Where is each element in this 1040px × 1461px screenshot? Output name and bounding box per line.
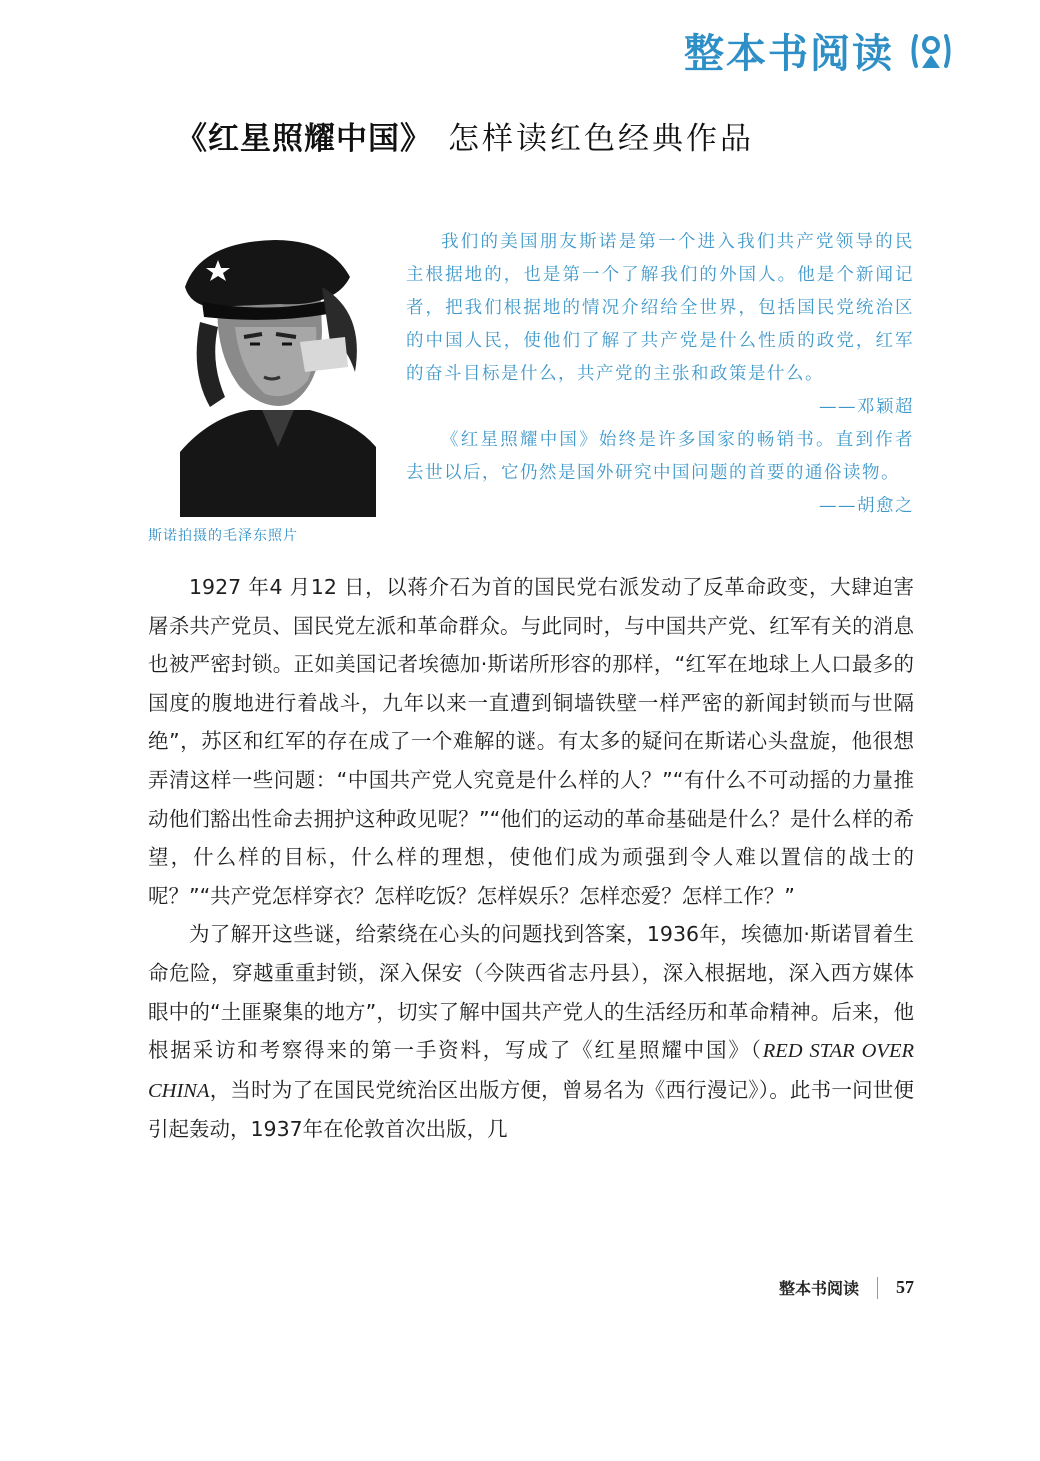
body-text-segment: 为了解开这些谜，给萦绕在心头的问题找到答案，1936年，埃德加·斯诺冒着生命危险，穿越重重封锁，深入保安（今陕西省志丹县），深入根据地，深入西方媒体眼中的“土匪聚集的地方”，切实了解中国共产党人的生活经历和革命精神。后来，他根据采访和考察得来的第一手资料，写成了《红星照耀中国》（ — [148, 922, 914, 1063]
reading-person-icon — [908, 28, 954, 74]
brand-label: 整本书阅读 — [684, 31, 894, 77]
book-title: 《红星照耀中国》 — [176, 121, 432, 157]
body-text-segment: ，当时为了在国民党统治区出版方便，曾易名为《西行漫记》）。此书一问世便引起轰动，1937年在伦敦首次出版，几 — [148, 1077, 914, 1142]
page-title — [176, 113, 754, 158]
photo-caption: 斯诺拍摄的毛泽东照片 — [148, 528, 298, 544]
quote-text: 《红星照耀中国》始终是许多国家的畅销书。直到作者去世以后，它仍然是国外研究中国问题的首要的通俗读物。 — [406, 430, 914, 483]
body-paragraph — [148, 915, 914, 1149]
quote-attribution: ——胡愈之 — [819, 496, 914, 516]
page-number: 57 — [896, 1277, 914, 1297]
portrait-photo — [180, 232, 376, 517]
quote-block — [406, 226, 914, 523]
footer-divider — [877, 1277, 878, 1299]
english-book-title: RED STAR OVER CHINA — [148, 1040, 914, 1102]
footer-label: 整本书阅读 — [778, 1279, 859, 1298]
page-subtitle: 怎样读红色经典作品 — [448, 121, 754, 157]
quote-text: 我们的美国朋友斯诺是第一个进入我们共产党领导的民主根据地的，也是第一个了解我们的外国人。他是个新闻记者，把我们根据地的情况介绍给全世界，包括国民党统治区的中国人民，使他们了解了共产党是什么性质的政党，红军的奋斗目标是什么，共产党的主张和政策是什么。 — [406, 232, 914, 384]
quote-attribution: ——邓颖超 — [819, 397, 914, 417]
page-footer — [779, 1276, 914, 1299]
body-paragraph: 1927 年4 月12 日，以蒋介石为首的国民党右派发动了反革命政变，大肆迫害屠杀共产党员、国民党左派和革命群众。与此同时，与中国共产党、红军有关的消息也被严密封锁。正如美国记者埃德加·斯诺所形容的那样，“红军在地球上人口最多的国度的腹地进行着战斗，九年以来一直遭到铜墙铁壁一样严密的新闻封锁而与世隔绝”，苏区和红军的存在成了一个难解的谜。有太多的疑问在斯诺心头盘旋，他很想弄清这样一些问题：“中国共产党人究竟是什么样的人？”“有什么不可动摇的力量推动他们豁出性命去拥护这种政见呢？”“他们的运动的革命基础是什么？是什么样的希望，什么样的目标，什么样的理想，使他们成为顽强到令人难以置信的战士的呢？”“共产党怎样穿衣？怎样吃饭？怎样娱乐？怎样恋爱？怎样工作？” — [148, 575, 914, 908]
article-body — [148, 568, 914, 1149]
header-brand — [684, 22, 954, 79]
